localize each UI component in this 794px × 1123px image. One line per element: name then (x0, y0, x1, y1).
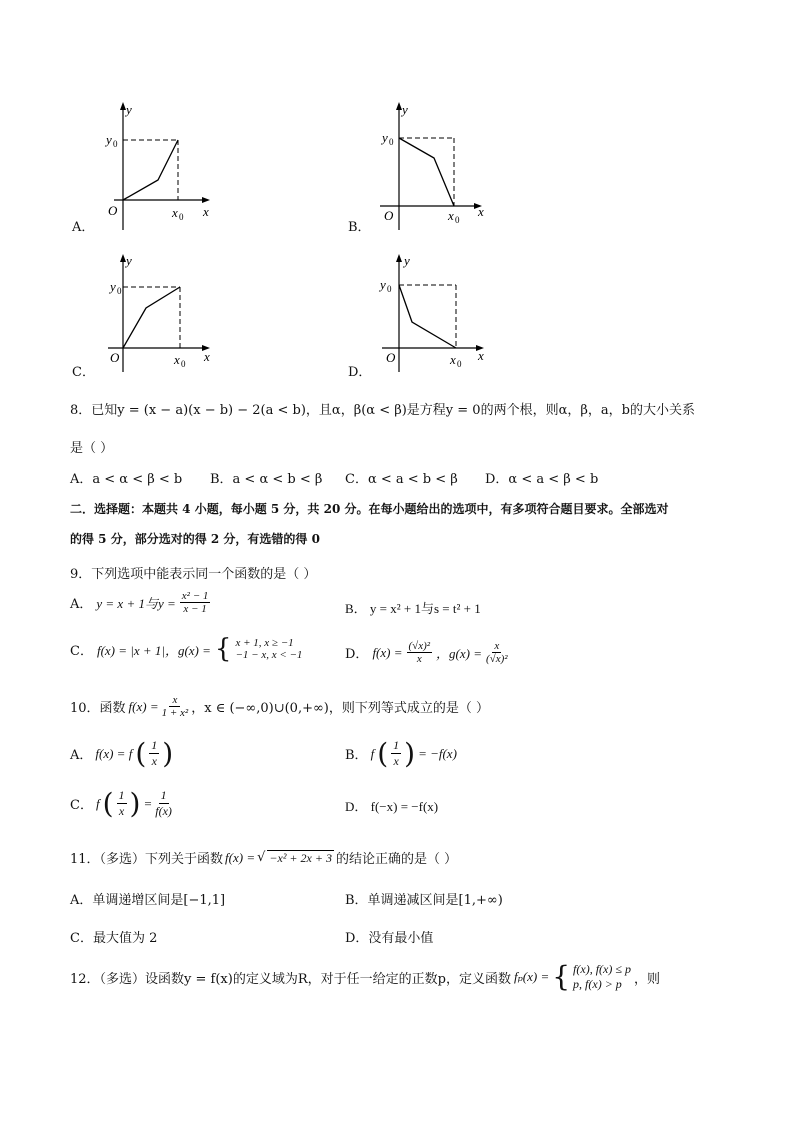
graph-B-plot (376, 100, 536, 240)
graph-D-plot (376, 250, 536, 380)
q10-option-c-rparen: ) (129, 786, 141, 820)
graph-A-plot (100, 100, 260, 240)
graph-C-y-tick-sub: 0 (117, 286, 122, 296)
q10-option-a-label: A． (70, 748, 93, 763)
q10-option-c-den2: f(x) (155, 804, 172, 818)
graph-D-y-axis: y (404, 253, 410, 268)
q11-stem-sqrt: √ (257, 850, 266, 865)
q8-option-a: A．a < α < β < b (70, 472, 183, 487)
q9-option-a-expr: y = x + 1与y = (96, 596, 176, 611)
graph-A-origin: O (108, 203, 118, 218)
graph-A-x-tick: x (172, 205, 178, 220)
q9-option-a-fraction (180, 590, 211, 615)
q10-option-c-lparen: ( (102, 786, 114, 820)
q8-option-b: B．a < α < b < β (210, 472, 323, 487)
q9-option-d-expr1: f(x) = (372, 644, 403, 660)
graph-A-y-tick-sub: 0 (113, 139, 118, 149)
graph-B-y-tick-sub: 0 (389, 137, 394, 147)
q11-stem-suffix: 的结论正确的是（ ） (335, 852, 458, 867)
graph-D-y-tick-sub: 0 (387, 284, 392, 294)
q9-option-c-brace: { (214, 634, 232, 664)
q10-option-c-eq: = (143, 795, 153, 811)
q10-option-c-num: 1 (118, 788, 125, 802)
q8-option-d: D．α < a < β < b (485, 472, 599, 487)
q11-option-c: C．最大值为 2 (70, 931, 158, 946)
q12-stem-suffix: ，则 (633, 971, 660, 987)
q10-option-b-expr-post: = −f(x) (418, 745, 457, 761)
q10-option-b-rparen: ) (404, 736, 416, 770)
q11-stem-prefix: 11．（多选）下列关于函数 (70, 852, 224, 867)
q11-option-b: B．单调递减区间是[1,+∞) (345, 893, 503, 908)
q9-option-c (70, 636, 302, 662)
q11-stem-f: f(x) = (225, 849, 256, 865)
graph-B-label: B． (348, 220, 371, 235)
q10-stem-den: 1 + x² (161, 707, 189, 719)
q12-stem-fp: fₚ(x) = (513, 969, 550, 984)
q10-option-b-num: 1 (393, 738, 400, 752)
q9-option-c-expr: f(x) = |x + 1|，g(x) = (96, 642, 211, 658)
graph-A-y-axis: y (126, 102, 132, 117)
q12-stem-prefix: 12．（多选）设函数y = f(x)的定义域为R，对于任一给定的正数p，定义函数 (70, 971, 511, 987)
q9-option-d-expr2: ，g(x) = (436, 646, 482, 661)
section2-title-line1: 二．选择题：本题共 4 小题，每小题 5 分，共 20 分。在每小题给出的选项中，有多项符合题目要求。全部选对 (70, 502, 669, 516)
q9-stem: 9．下列选项中能表示同一个函数的是（ ） (70, 567, 317, 582)
q9-option-b: B． y = x² + 1与s = t² + 1 (345, 601, 481, 616)
graph-A-x-tick-sub: 0 (179, 212, 184, 222)
q9-option-a-den: x − 1 (183, 603, 207, 615)
q10-option-c-den: x (118, 804, 125, 818)
q10-option-b-expr-pre: f (370, 745, 375, 761)
q9-option-d-num1: (√x)² (408, 640, 431, 652)
q10-option-a-rparen: ) (162, 736, 174, 770)
q11-stem (70, 848, 457, 867)
graph-C-y-axis: y (126, 253, 132, 268)
q10-option-b-label: B． (345, 748, 368, 763)
q9-option-a (70, 590, 210, 615)
q10-option-a (70, 738, 173, 769)
q10-option-b-den: x (393, 754, 399, 768)
q11-option-d: D．没有最小值 (345, 931, 434, 946)
q10-stem (70, 694, 489, 719)
graph-D-origin: O (386, 350, 396, 365)
graph-B-y-axis: y (402, 102, 408, 117)
q8-stem: 8．已知y = (x − a)(x − b) − 2(a < b)，且α，β(α < β)是方程y = 0的两个根，则α，β，a，b的大小关系 (70, 403, 695, 418)
q9-option-d-fraction1 (407, 640, 433, 665)
graph-D-label: D． (348, 365, 372, 380)
q9-option-a-label: A． (70, 597, 93, 612)
graph-A-label: A． (72, 220, 95, 235)
q12-stem-case2: p, f(x) > p (573, 977, 622, 991)
q10-option-d: D． f(−x) = −f(x) (345, 799, 439, 814)
q10-option-c-expr-pre: f (95, 795, 100, 811)
graph-B-origin: O (384, 208, 394, 223)
q10-stem-fraction (162, 694, 189, 719)
graph-A-x-axis: x (203, 204, 209, 219)
q10-option-c (70, 788, 172, 819)
graph-C-origin: O (110, 350, 120, 365)
q9-option-d (345, 640, 508, 665)
graph-C-x-axis: x (204, 349, 210, 364)
q9-option-c-case1: x + 1, x ≥ −1 (235, 637, 294, 649)
q10-option-a-num: 1 (151, 738, 158, 752)
q10-option-b-lparen: ( (377, 736, 389, 770)
graph-C-plot (100, 250, 260, 380)
q9-option-c-cases (235, 637, 302, 661)
section2-title-line2: 的得 5 分，部分选对的得 2 分，有选错的得 0 (70, 532, 320, 546)
q12-stem-brace: { (552, 960, 571, 993)
q12-stem (70, 962, 660, 992)
q10-stem-suffix: ，x ∈ (−∞,0)∪(0,+∞)，则下列等式成立的是（ ） (191, 701, 490, 716)
graph-D-x-axis: x (478, 348, 484, 363)
q11-stem-radicand: −x² + 2x + 3 (269, 850, 332, 865)
q9-option-d-label: D． (345, 647, 369, 662)
q12-stem-cases (573, 962, 631, 992)
q9-option-a-num: x² − 1 (181, 590, 209, 602)
graph-B-x-tick: x (448, 208, 454, 223)
graph-C-label: C． (72, 365, 95, 380)
q10-stem-num: x (169, 694, 180, 707)
q9-option-d-den1: x (416, 653, 422, 665)
q10-option-b-fraction (391, 738, 401, 769)
graph-A-y-tick: y (106, 132, 112, 147)
graph-B-x-axis: x (478, 204, 484, 219)
q10-option-c-label: C． (70, 798, 93, 813)
q10-option-a-expr: f(x) = f (95, 745, 133, 761)
graph-C-y-tick: y (110, 279, 116, 294)
graph-D-x-tick-sub: 0 (457, 359, 462, 369)
graph-C-x-tick-sub: 0 (181, 359, 186, 369)
q10-option-b (345, 738, 457, 769)
graph-D-y-tick: y (380, 277, 386, 292)
q10-option-a-lparen: ( (135, 736, 147, 770)
graph-B-x-tick-sub: 0 (455, 215, 460, 225)
q10-stem-prefix: 10．函数 (70, 701, 126, 716)
graph-D-x-tick: x (450, 352, 456, 367)
q9-option-d-num2: x (494, 640, 500, 652)
graph-C-x-tick: x (174, 352, 180, 367)
q12-stem-case1: f(x), f(x) ≤ p (573, 962, 631, 976)
q10-option-a-den: x (151, 754, 157, 768)
q10-option-a-fraction (149, 738, 159, 769)
q9-option-c-case2: −1 − x, x < −1 (235, 649, 303, 661)
q9-option-d-den2: (√x)² (486, 653, 508, 665)
q8-stem-cont: 是（ ） (70, 441, 114, 456)
graph-B-y-tick: y (382, 130, 388, 145)
q10-option-c-fraction (117, 788, 127, 819)
q9-option-d-fraction2 (486, 640, 508, 665)
q9-option-c-label: C． (70, 643, 93, 659)
q11-option-a: A．单调递增区间是[−1,1] (70, 893, 226, 908)
q10-option-c-fraction2 (155, 788, 172, 819)
q8-option-c: C．α < a < b < β (345, 472, 458, 487)
q10-option-c-num2: 1 (160, 788, 167, 802)
q10-stem-f: f(x) = (128, 698, 159, 714)
